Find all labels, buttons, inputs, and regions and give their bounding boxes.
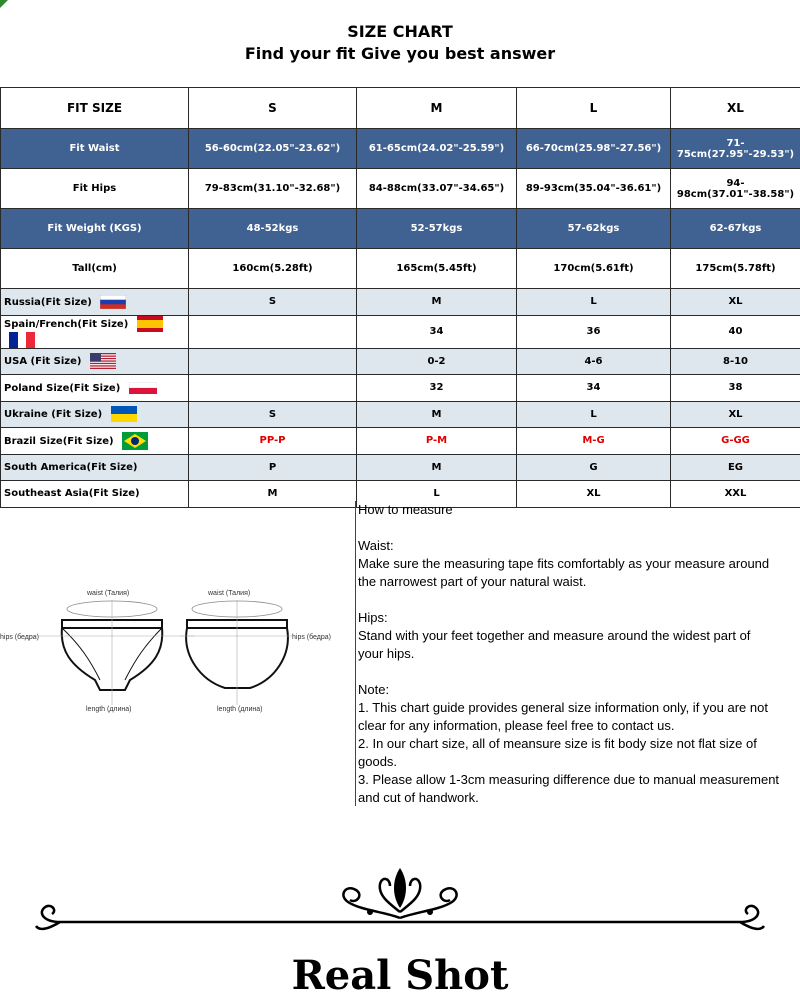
table-cell: L	[357, 481, 517, 508]
row-label-text: Spain/French(Fit Size)	[4, 318, 129, 330]
table-cell: 170cm(5.61ft)	[517, 249, 671, 289]
spain-flag-icon	[137, 316, 163, 332]
chart-subtitle: Find your fit Give you best answer	[244, 44, 556, 63]
back-brief-icon	[180, 600, 295, 705]
table-cell: 32	[357, 375, 517, 402]
waist-label-front: waist (Талия)	[87, 590, 130, 597]
table-cell: M	[357, 454, 517, 481]
table-cell: 165cm(5.45ft)	[357, 249, 517, 289]
note-text: clear for any information, please feel free to contact us.	[358, 718, 675, 733]
row-label: Tall(cm)	[1, 249, 189, 289]
waist-title: Waist:	[358, 538, 394, 553]
table-row	[1, 209, 800, 249]
column-header: S	[189, 88, 357, 129]
table-cell: M-G	[517, 428, 671, 455]
table-row	[1, 348, 800, 375]
table-cell: 34	[517, 375, 671, 402]
row-label-text: Poland Size(Fit Size)	[4, 382, 121, 394]
ornament-divider-icon	[30, 862, 770, 942]
hips-text: Stand with your feet together and measure around the widest part of	[358, 628, 751, 643]
chart-title: SIZE CHART	[347, 22, 453, 41]
size-chart-table	[0, 87, 800, 508]
row-label	[1, 348, 189, 375]
instructions-heading: How to measure	[358, 502, 453, 517]
row-label-text: Brazil Size(Fit Size)	[4, 435, 114, 447]
front-brief-icon	[30, 600, 195, 705]
row-label: Fit Waist	[1, 129, 189, 169]
column-header: XL	[671, 88, 800, 129]
measurement-illustration	[0, 570, 350, 720]
table-cell	[189, 315, 357, 348]
table-cell: L	[517, 289, 671, 316]
table-cell: XXL	[671, 481, 800, 508]
poland-flag-icon	[129, 382, 157, 394]
brazil-flag-icon	[122, 432, 148, 450]
note-text: 2. In our chart size, all of meansure size is fit body size not flat size of	[358, 736, 757, 751]
usa-flag-icon	[90, 353, 116, 369]
table-cell: 160cm(5.28ft)	[189, 249, 357, 289]
table-row	[1, 454, 800, 481]
table-cell: M	[189, 481, 357, 508]
row-label	[1, 315, 189, 348]
row-label	[1, 401, 189, 428]
note-text: 1. This chart guide provides general size information only, if you are not	[358, 700, 768, 715]
table-cell: 71-75cm(27.95"-29.53")	[671, 129, 800, 169]
table-row	[1, 315, 800, 348]
length-label-front: length (длина)	[86, 706, 132, 713]
table-cell: G	[517, 454, 671, 481]
waist-text: the narrowest part of your natural waist.	[358, 574, 587, 589]
table-row	[1, 428, 800, 455]
table-row	[1, 289, 800, 316]
column-header: L	[517, 88, 671, 129]
table-cell: PP-P	[189, 428, 357, 455]
table-cell: XL	[671, 289, 800, 316]
row-label	[1, 375, 189, 402]
table-cell: EG	[671, 454, 800, 481]
hips-label-front: hips (бедра)	[0, 634, 39, 641]
real-shot-heading: Real Shot	[291, 952, 509, 999]
header-row	[1, 88, 800, 129]
table-cell: 56-60cm(22.05"-23.62")	[189, 129, 357, 169]
column-header: M	[357, 88, 517, 129]
row-label	[1, 428, 189, 455]
table-cell: S	[189, 289, 357, 316]
table-cell: G-GG	[671, 428, 800, 455]
note-text: and cut of handwork.	[358, 790, 479, 805]
table-row	[1, 375, 800, 402]
table-cell: 61-65cm(24.02"-25.59")	[357, 129, 517, 169]
row-label: Southeast Asia(Fit Size)	[1, 481, 189, 508]
table-cell: 4-6	[517, 348, 671, 375]
row-label-text: USA (Fit Size)	[4, 356, 82, 368]
note-text: 3. Please allow 1-3cm measuring difference due to manual measurement	[358, 772, 780, 787]
table-cell: 8-10	[671, 348, 800, 375]
table-cell: XL	[517, 481, 671, 508]
hips-label-back: hips (бедра)	[292, 634, 331, 641]
france-flag-icon	[9, 332, 35, 348]
waist-label-back: waist (Талия)	[208, 590, 251, 597]
row-label: South America(Fit Size)	[1, 454, 189, 481]
table-cell: 66-70cm(25.98"-27.56")	[517, 129, 671, 169]
waist-text: Make sure the measuring tape fits comfortably as your measure around	[358, 556, 770, 571]
table-cell	[189, 348, 357, 375]
table-cell: S	[189, 401, 357, 428]
note-title: Note:	[358, 682, 390, 697]
corner-marker	[0, 0, 8, 8]
row-label-text: Russia(Fit Size)	[4, 296, 92, 308]
measurement-instructions	[355, 501, 798, 806]
russia-flag-icon	[100, 295, 126, 309]
table-row	[1, 129, 800, 169]
table-cell: 79-83cm(31.10"-32.68")	[189, 169, 357, 209]
table-cell: 84-88cm(33.07"-34.65")	[357, 169, 517, 209]
table-cell: 62-67kgs	[671, 209, 800, 249]
table-cell: XL	[671, 401, 800, 428]
table-row	[1, 249, 800, 289]
table-cell: 94-98cm(37.01"-38.58")	[671, 169, 800, 209]
table-cell: 175cm(5.78ft)	[671, 249, 800, 289]
table-cell: P	[189, 454, 357, 481]
row-label: Fit Weight (KGS)	[1, 209, 189, 249]
table-cell: P-M	[357, 428, 517, 455]
table-cell: M	[357, 289, 517, 316]
column-header: FIT SIZE	[1, 88, 189, 129]
note-text: goods.	[358, 754, 398, 769]
table-cell: 52-57kgs	[357, 209, 517, 249]
table-cell: 36	[517, 315, 671, 348]
table-cell: 38	[671, 375, 800, 402]
table-cell: 48-52kgs	[189, 209, 357, 249]
table-cell: M	[357, 401, 517, 428]
length-label-back: length (длина)	[217, 706, 263, 713]
table-row	[1, 401, 800, 428]
table-cell: 57-62kgs	[517, 209, 671, 249]
row-label: Fit Hips	[1, 169, 189, 209]
table-row	[1, 169, 800, 209]
table-cell: 34	[357, 315, 517, 348]
row-label-text: Ukraine (Fit Size)	[4, 409, 103, 421]
table-cell: 40	[671, 315, 800, 348]
table-cell	[189, 375, 357, 402]
hips-title: Hips:	[358, 610, 388, 625]
ukraine-flag-icon	[111, 406, 137, 422]
row-label	[1, 289, 189, 316]
table-cell: 89-93cm(35.04"-36.61")	[517, 169, 671, 209]
hips-text: your hips.	[358, 646, 415, 661]
table-cell: L	[517, 401, 671, 428]
table-cell: 0-2	[357, 348, 517, 375]
